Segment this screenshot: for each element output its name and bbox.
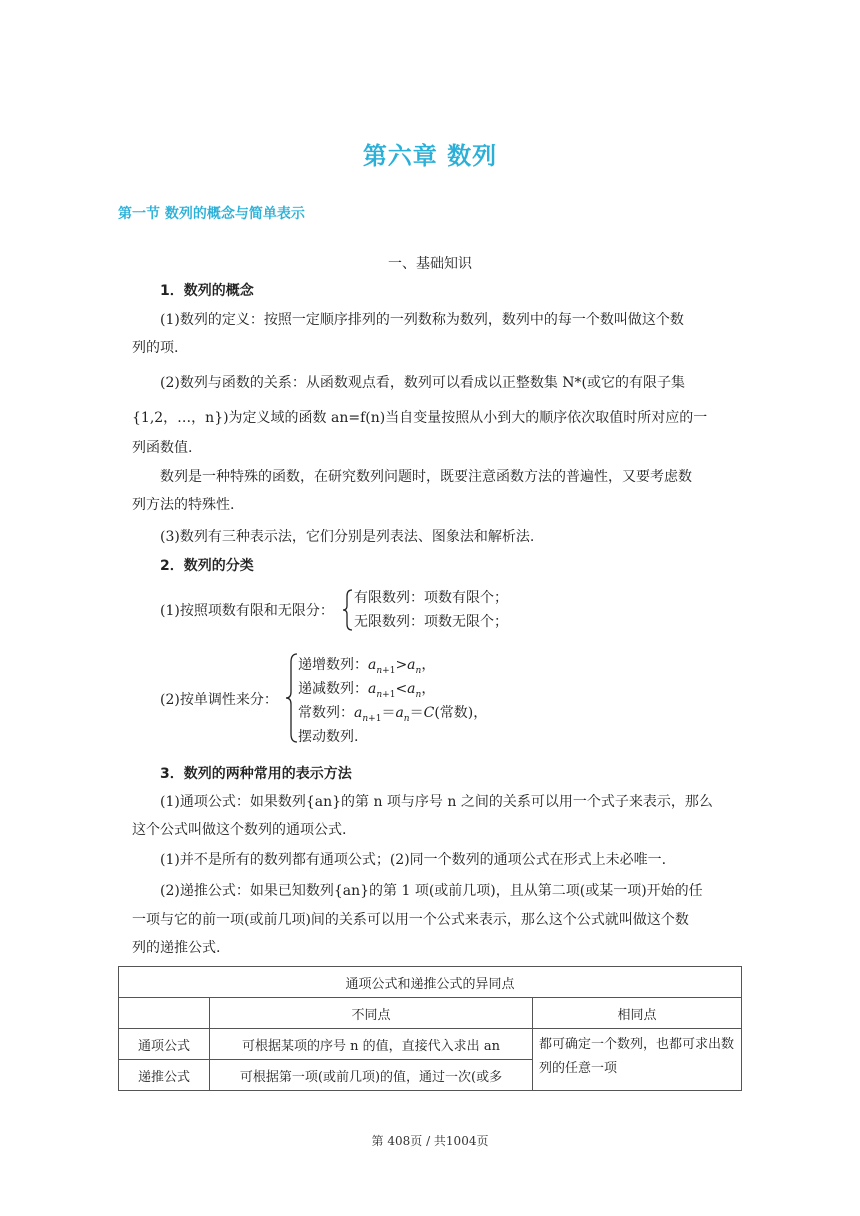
table-cell-similarity: 都可确定一个数列，也都可求出数列的任意一项 — [533, 1029, 742, 1091]
paragraph-recursive-line3: 列的递推公式. — [132, 940, 221, 956]
paragraph-special-line1: 数列是一种特殊的函数，在研究数列问题时，既要注意函数方法的普遍性，又要考虑数 — [160, 469, 692, 485]
paragraph-general-term-line1: (1)通项公式：如果数列{an}的第 n 项与序号 n 之间的关系可以用一个式子来表示，那么 — [160, 794, 713, 810]
brace-icon — [342, 588, 354, 632]
heading-representation-methods: 3．数列的两种常用的表示方法 — [160, 766, 352, 782]
paragraph-function-line1: (2)数列与函数的关系：从函数观点看，数列可以看成以正整数集 N*(或它的有限子集 — [160, 375, 685, 391]
section-title: 第一节 数列的概念与简单表示 — [118, 206, 305, 222]
paragraph-general-term-line2: 这个公式叫做这个数列的通项公式. — [132, 822, 347, 838]
paragraph-function-line2: {1,2，…，n})为定义域的函数 an=f(n)当自变量按照从小到大的顺序依次取值时所对应的一 — [132, 410, 708, 426]
table-header-differences: 不同点 — [210, 998, 533, 1029]
paragraph-representations: (3)数列有三种表示法，它们分别是列表法、图象法和解析法. — [160, 529, 535, 545]
monotone-oscillating: 摆动数列. — [298, 729, 359, 745]
table-row-general-term: 通项公式 — [119, 1029, 210, 1060]
paragraph-special-line2: 列方法的特殊性. — [132, 497, 235, 513]
table-header-empty — [119, 998, 210, 1029]
paragraph-definition-line2: 列的项. — [132, 340, 179, 356]
comparison-table — [118, 966, 742, 1091]
monotone-constant: 常数列：$a_{n+1}=a_n=C$(常数)， — [298, 705, 488, 724]
classification-finite-label: (1)按照项数有限和无限分： — [160, 603, 334, 619]
paragraph-definition-line1: (1)数列的定义：按照一定顺序排列的一列数称为数列，数列中的每一个数叫做这个数 — [160, 312, 684, 328]
paragraph-recursive-line1: (2)递推公式：如果已知数列{an}的第 1 项(或前几项)，且从第二项(或某一项)开始的任 — [160, 883, 703, 899]
classification-infinite-item: 无限数列：项数无限个； — [354, 614, 508, 630]
table-header-similarities: 相同点 — [533, 998, 742, 1029]
heading-classification: 2．数列的分类 — [160, 558, 254, 574]
monotone-increasing: 递增数列：$a_{n+1}>a_n$， — [298, 657, 436, 676]
page-footer: 第 408页 / 共1004页 — [371, 1134, 489, 1148]
monotone-decreasing: 递减数列：$a_{n+1}<a_n$， — [298, 681, 436, 700]
chapter-title: 第六章 数列 — [362, 142, 498, 170]
brace-icon — [285, 652, 299, 744]
subheading: 一、基础知识 — [388, 256, 472, 272]
classification-finite-item: 有限数列：项数有限个； — [354, 590, 508, 606]
paragraph-function-line3: 列函数值. — [132, 440, 193, 456]
paragraph-recursive-line2: 一项与它的前一项(或前几项)间的关系可以用一个公式来表示，那么这个公式就叫做这个数 — [132, 912, 689, 928]
classification-monotone-label: (2)按单调性来分： — [160, 692, 278, 708]
heading-concept: 1．数列的概念 — [160, 283, 254, 299]
table-cell-recursive-diff: 可根据第一项(或前几项)的值，通过一次(或多 — [210, 1060, 533, 1091]
table-caption: 通项公式和递推公式的异同点 — [119, 967, 742, 998]
table-cell-general-term-diff: 可根据某项的序号 n 的值，直接代入求出 an — [210, 1029, 533, 1060]
paragraph-note: (1)并不是所有的数列都有通项公式；(2)同一个数列的通项公式在形式上未必唯一. — [160, 852, 667, 868]
table-row-recursive: 递推公式 — [119, 1060, 210, 1091]
